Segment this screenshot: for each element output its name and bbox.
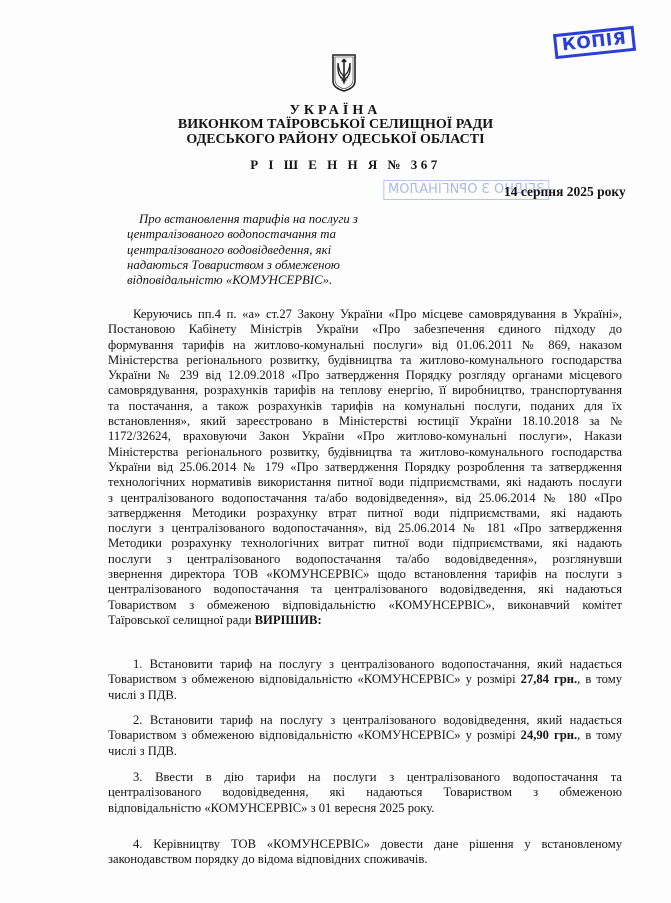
original-conformity-stamp: ЗГІДНО З ОРИГІНАЛОМ: [383, 180, 549, 200]
preamble-line: затвердження Методики розрахунку втрат питної води підприємствами, які надають: [108, 505, 622, 520]
water-supply-tariff: 27,84 грн.: [520, 672, 578, 687]
country-heading: УКРАЇНА: [289, 103, 382, 118]
copy-stamp: КОПІЯ: [553, 26, 636, 59]
subject-line: відповідальністю «КОМУНСЕРВІС».: [127, 273, 333, 288]
preamble-line: формування тарифів на житлово-комунальні послуги» від 01.06.2011 № 869, наказом: [108, 337, 622, 352]
organization-heading-line1: ВИКОНКОМ ТАЇРОВСЬКОЇ СЕЛИЩНОЇ РАДИ: [177, 117, 494, 132]
preamble-line: Методики розрахунку технологічних витрат питної води підприємствами, які надають: [108, 536, 622, 551]
organization-heading-line2: ОДЕСЬКОГО РАЙОНУ ОДЕСЬКОЇ ОБЛАСТІ: [186, 132, 485, 147]
preamble-line: звернення директора ТОВ «КОМУНСЕРВІС» щодо встановлення тарифів на послуги з: [108, 567, 622, 582]
preamble-paragraph: [108, 307, 622, 628]
subject-line: централізованого водопостачання та: [127, 227, 337, 242]
decision-item-2: 2. Встановити тариф на послугу з централізованого водовідведення, який надається Товариством з обмеженою відповідальністю «КОМУНСЕРВІС» у розмірі 24,90 грн., в тому числі з ПДВ.: [108, 713, 622, 758]
preamble-line: та постачання, а також розрахунків тарифів на комунальні послуги, поданих для їх: [108, 398, 622, 413]
preamble-line: послуги з централізованого водопостачання», від 25.06.2014 № 181 «Про затвердження: [108, 521, 622, 536]
decision-item-1: 1. Встановити тариф на послугу з централізованого водопостачання, який надається Товариством з обмеженою відповідальністю «КОМУНСЕРВІС» у розмірі 27,84 грн., в тому числі з ПДВ.: [108, 657, 622, 702]
preamble-line: України № 239 від 12.09.2018 «Про затвердження Порядку розгляду органами місцевого: [108, 368, 622, 383]
coat-of-arms-icon: [331, 53, 357, 93]
preamble-line: Керуючись пп.4 п. «а» ст.27 Закону України «Про місцеве самоврядування в Україні»,: [133, 307, 622, 321]
preamble-line: Постановою Кабінету Міністрів України «Про забезпечення єдиного підходу до: [108, 322, 622, 337]
resolved-keyword: ВИРІШИВ:: [254, 612, 322, 627]
preamble-last-line: Таїровської селищної ради ВИРІШИВ:: [108, 612, 322, 627]
decision-item-4: 4. Керівництву ТОВ «КОМУНСЕРВІС» довести дане рішення у встановленому законодавством порядку до відома відповідних споживачів.: [108, 837, 622, 867]
decision-item-3: 3. Ввести в дію тарифи на послуги з централізованого водопостачання та централізованого водовідведення, які надаються Товариством з обмеженою відповідальністю «КОМУНСЕРВІС» з 01 вересня 2025 року.: [108, 770, 622, 815]
preamble-line: встановлення», який зареєстровано в Міністерстві юстиції України 18.10.2018 за №: [108, 414, 622, 429]
decision-subject: [127, 212, 358, 288]
preamble-line: технологічних нормативів використання питної води підприємствами, які надають послуги: [108, 475, 622, 490]
decision-date: 14 серпня 2025 року: [504, 184, 626, 199]
decision-number: Р І Ш Е Н Н Я № 367: [250, 157, 441, 172]
preamble-line: самоврядування, розрахунків тарифів на теплову енергію, її виробництво, транспортування: [108, 383, 622, 398]
preamble-line: централізованого водопостачання та централізованого водовідведення, які надаються: [108, 582, 622, 597]
preamble-line: з централізованого водопостачання та/або водовідведення», від 25.06.2014 № 180 «Про: [108, 490, 622, 505]
subject-line: надаються Товариством з обмеженою: [127, 257, 340, 272]
preamble-line: України від 25.06.2014 № 179 «Про затвердження Порядку розроблення та затвердження: [108, 459, 622, 474]
preamble-line: послуги з централізованого водопостачання та/або водовідведення», розглянувши: [108, 551, 622, 566]
preamble-line: 1172/32624, враховуючи Закон України «Про житлово-комунальні послуги», Накази: [108, 429, 622, 444]
subject-line: Про встановлення тарифів на послуги з: [139, 212, 358, 226]
preamble-line: Міністерства регіонального розвитку, будівництва та житлово-комунального господарства: [108, 444, 622, 459]
subject-line: централізованого водовідведення, які: [127, 242, 332, 257]
wastewater-tariff: 24,90 грн.: [520, 728, 578, 743]
preamble-line: Міністерства регіонального розвитку, будівництва та житлово-комунального господарства: [108, 352, 622, 367]
preamble-line: Товариством з обмеженою відповідальністю «КОМУНСЕРВІС», виконавчий комітет: [108, 597, 622, 612]
